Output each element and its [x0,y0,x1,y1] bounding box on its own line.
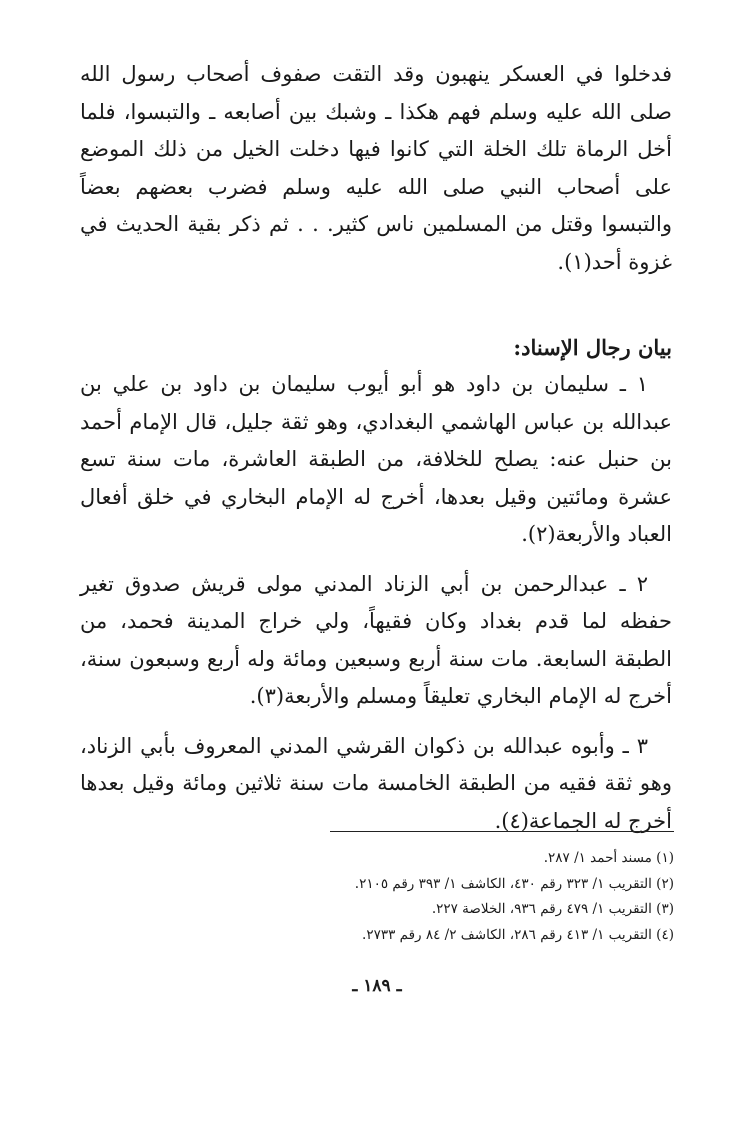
narrator-paragraph-1: ١ ـ سليمان بن داود هو أبو أيوب سليمان بن داود بن علي بن عبدالله بن عباس الهاشمي البغدادي، وهو ثقة جليل، قال الإمام أحمد بن حنبل عنه: يصلح للخلافة، من الطبقة العاشرة، مات سنة تسع عشرة ومائتين وقيل بعدها، أخرج له الإمام البخاري في خلق أفعال العباد والأربعة(٢). [80,372,672,546]
footnotes [82,846,674,948]
page-number: ـ ١٨٩ ـ [352,976,402,996]
page-body [80,56,672,852]
footnote-2: (٢) التقريب ١/ ٣٢٣ رقم ٤٣٠، الكاشف ١/ ٣٩٣ رقم ٢١٠٥. [354,875,674,892]
footnote-3: (٣) التقريب ١/ ٤٧٩ رقم ٩٣٦، الخلاصة ٢٢٧. [431,901,674,917]
intro-paragraph: فدخلوا في العسكر ينهبون وقد التقت صفوف أصحاب رسول الله صلى الله عليه وسلم فهم هكذا ـ وشبك بين أصابعه ـ والتبسوا، فلما أخل الرماة تلك الخلة التي كانوا فيها دخلت الخيل من ذلك الموضع على أصحاب النبي صلى الله عليه وسلم فضرب بعضهم بعضاً والتبسوا وقتل من المسلمين ناس كثير. . . ثم ذكر بقية الحديث في غزوة أحد(١). [80,62,672,274]
footnote-4: (٤) التقريب ١/ ٤١٣ رقم ٢٨٦، الكاشف ٢/ ٨٤ رقم ٢٧٣٣. [362,926,674,943]
section-heading: بيان رجال الإسناد: [513,335,672,360]
narrator-paragraph-3: ٣ ـ وأبوه عبدالله بن ذكوان القرشي المدني المعروف بأبي الزناد، وهو ثقة فقيه من الطبقة الخامسة مات سنة ثلاثين ومائة وقيل بعدها أخرج له الجماعة(٤). [80,733,672,833]
narrator-paragraph-2: ٢ ـ عبدالرحمن بن أبي الزناد المدني مولى قريش صدوق تغير حفظه لما قدم بغداد وكان فقيهاً، ولي خراج المدينة فحمد، من الطبقة السابعة. مات سنة أربع وسبعين ومائة وله أربع وسبعون سنة، أخرج له الإمام البخاري تعليقاً ومسلم والأربعة(٣). [80,571,672,708]
footnote-divider [330,831,674,832]
footnote-1: (١) مسند أحمد ١/ ٢٨٧. [543,850,674,866]
